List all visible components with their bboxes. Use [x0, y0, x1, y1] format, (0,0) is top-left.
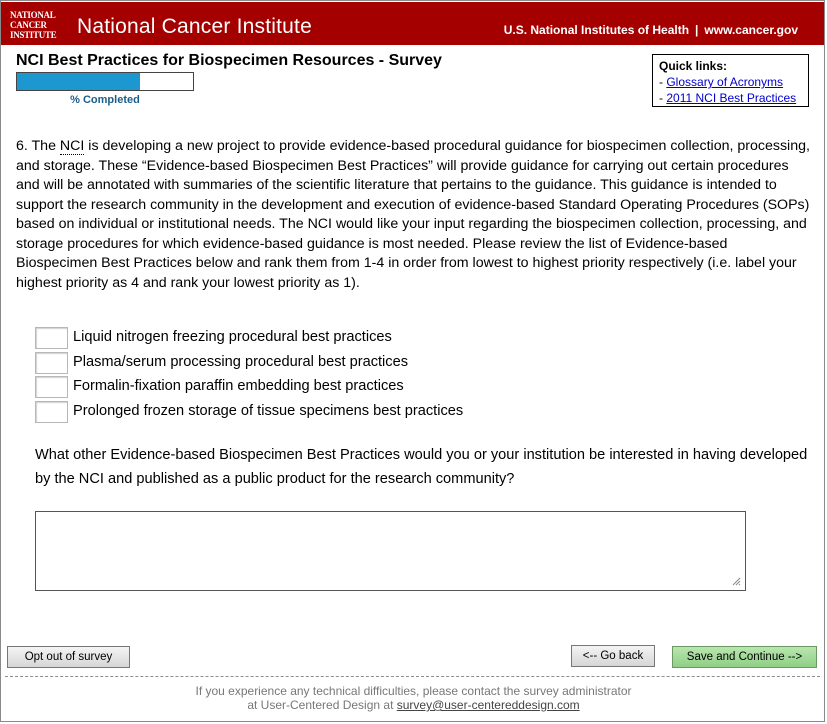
rank-label: Prolonged frozen storage of tissue specimens best practices	[73, 402, 464, 419]
rank-input-frozen-storage[interactable]	[35, 401, 68, 423]
nci-logo[interactable]	[10, 10, 65, 42]
footer-line: at User-Centered Design at survey@user-centereddesign.com	[247, 698, 580, 712]
question-text: 6. The NCI is developing a new project to provide evidence-based procedural guidance for biospecimen collection, processing, and storage. These “Evidence-based Biospecimen Best Practices” will provide guidance for carrying out certain procedures and will be annotated with summaries of the scientific literature that pertains to the guidance. This guidance is intended to support the research community in the development and execution of evidence-based Standard Operating Procedures (SOPs) based on individual or institutional needs. The NCI would like your input regarding the biospecimen collection, processing, and storage procedures for which evidence-based guidance is most needed. Please review the list of Evidence-based Biospecimen Best Practices below and rank them from 1-4 in order from lowest to highest priority respectively (i.e. label your highest priority as 4 and rank your lowest priority as 1).	[16, 138, 810, 291]
opt-out-button[interactable]: Opt out of survey	[7, 646, 130, 668]
rank-input-formalin-fixation[interactable]	[35, 376, 68, 398]
progress-label: % Completed	[70, 94, 140, 106]
cancer-gov-link[interactable]: www.cancer.gov	[704, 23, 798, 37]
rank-label: Formalin-fixation paraffin embedding best practices	[73, 378, 404, 394]
logo-line: NATIONAL	[10, 10, 56, 20]
logo-line: INSTITUTE	[10, 30, 57, 40]
rank-input-plasma-serum[interactable]	[35, 352, 68, 374]
footer-line: If you experience any technical difficulties, please contact the survey administrator	[195, 684, 632, 698]
admin-email-link[interactable]: survey@user-centereddesign.com	[396, 698, 580, 712]
footer-divider	[5, 676, 820, 677]
site-header	[1, 2, 824, 45]
go-back-button[interactable]: <-- Go back	[571, 645, 655, 667]
rank-label: Plasma/serum processing procedural best practices	[73, 353, 408, 370]
quick-links-title: Quick links:	[659, 59, 728, 73]
other-practices-textarea[interactable]	[35, 511, 746, 591]
nih-links	[504, 23, 798, 37]
quick-link-row: - 2011 NCI Best Practices	[659, 91, 797, 105]
rank-input-liquid-nitrogen[interactable]	[35, 327, 68, 349]
header-separator: |	[695, 23, 699, 37]
nci-acronym[interactable]: NCI	[59, 138, 85, 154]
resize-handle-icon[interactable]	[731, 576, 741, 586]
quick-link-row: - Glossary of Acronyms	[659, 75, 784, 89]
glossary-link[interactable]: Glossary of Acronyms	[666, 75, 784, 89]
quick-links-box	[652, 54, 809, 107]
progress-fill	[17, 73, 140, 90]
progress-bar	[16, 72, 194, 91]
rank-label: Liquid nitrogen freezing procedural best practices	[73, 329, 392, 345]
best-practices-2011-link[interactable]: 2011 NCI Best Practices	[666, 91, 797, 105]
site-title[interactable]: National Cancer Institute	[77, 15, 312, 38]
open-question-text: What other Evidence-based Biospecimen Best Practices would you or your institution be interested in having developed by the NCI and published as a public product for the research community?	[35, 447, 808, 487]
nih-link[interactable]: U.S. National Institutes of Health	[503, 23, 690, 37]
logo-line: CANCER	[10, 20, 47, 30]
footer	[0, 684, 827, 712]
save-continue-button[interactable]: Save and Continue -->	[672, 646, 817, 668]
survey-title: NCI Best Practices for Biospecimen Resources - Survey	[16, 52, 442, 69]
